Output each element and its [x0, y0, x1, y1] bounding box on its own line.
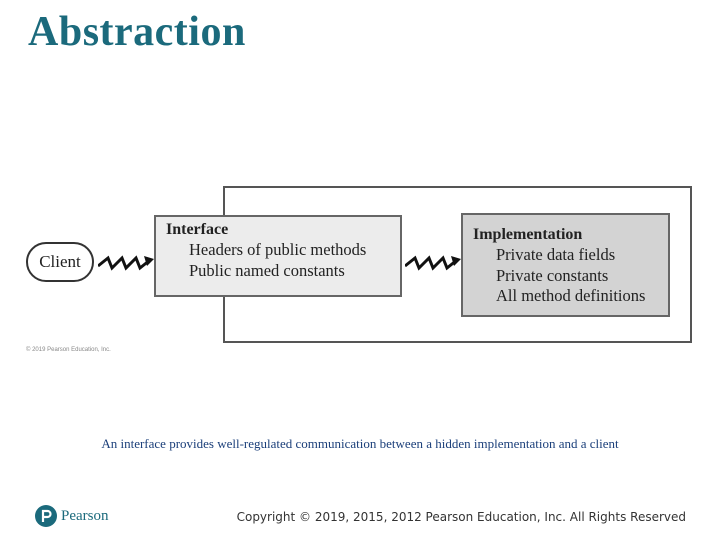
implementation-line: Private constants: [496, 265, 609, 285]
pearson-logo-icon: [35, 505, 57, 527]
client-node: [26, 242, 94, 282]
implementation-line: Private data fields: [496, 245, 616, 264]
implementation-heading: Implementation: [473, 226, 583, 243]
figure-caption: An interface provides well-regulated communication between a hidden implementation and a client: [101, 436, 619, 451]
client-label: Client: [39, 252, 81, 271]
copyright-notice: Copyright © 2019, 2015, 2012 Pearson Education, Inc. All Rights Reserved: [236, 510, 686, 524]
interface-line: Public named constants: [189, 260, 345, 280]
interface-line: Headers of public methods: [189, 240, 367, 259]
slide-title: Abstraction: [28, 9, 246, 55]
pearson-logo: [35, 505, 109, 527]
logo-text: Pearson: [61, 507, 109, 524]
abstraction-diagram: [0, 180, 720, 360]
implementation-line: All method definitions: [496, 286, 646, 305]
figure-credit: © 2019 Pearson Education, Inc.: [26, 347, 111, 353]
interface-heading: Interface: [166, 221, 229, 238]
interface-box: [154, 215, 402, 297]
lightning-bolt-icon: [98, 254, 154, 274]
lightning-bolt-icon: [405, 254, 461, 274]
implementation-box: [461, 213, 670, 317]
